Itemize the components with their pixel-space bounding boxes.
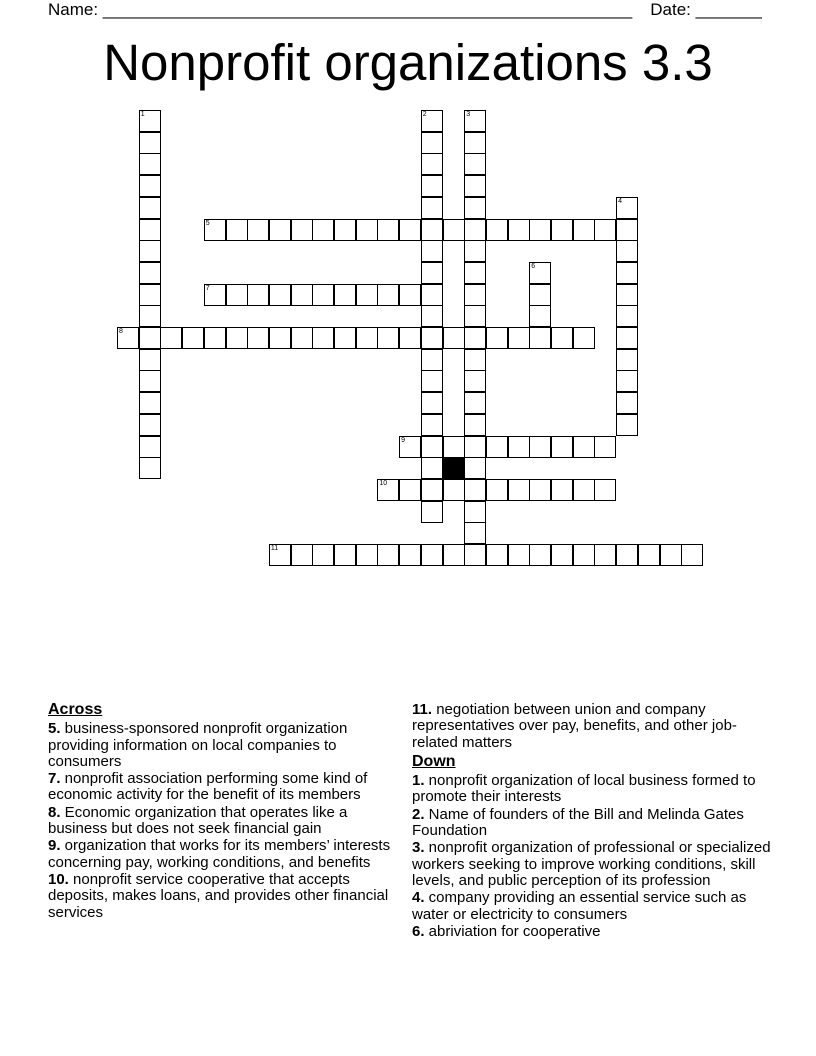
grid-cell[interactable] [573, 479, 595, 501]
grid-cell[interactable] [139, 349, 161, 371]
grid-cell[interactable] [312, 284, 334, 306]
clue-down-3: 3. nonprofit organization of professional or specialized workers seeking to improve working conditions, skill levels, and public perception of its profession [412, 839, 771, 889]
grid-cell[interactable] [204, 327, 226, 349]
grid-cell[interactable] [421, 436, 443, 458]
date-blank: _______ [695, 0, 762, 19]
grid-cell[interactable] [486, 544, 508, 566]
grid-cell[interactable] [464, 219, 486, 241]
grid-cell[interactable] [421, 110, 443, 132]
grid-cell[interactable] [226, 284, 248, 306]
grid-cell[interactable] [269, 284, 291, 306]
grid-cell[interactable] [660, 544, 682, 566]
grid-cell[interactable] [139, 110, 161, 132]
grid-cell[interactable] [421, 457, 443, 479]
cell-number: 11 [270, 545, 279, 552]
grid-cell[interactable] [399, 284, 421, 306]
grid-cell[interactable] [443, 479, 465, 501]
grid-cell[interactable] [529, 544, 551, 566]
cell-number: 5 [205, 219, 210, 227]
grid-cell[interactable] [616, 262, 638, 284]
grid-cell[interactable] [399, 544, 421, 566]
grid-cell[interactable] [529, 436, 551, 458]
clue-across-11: 11. negotiation between union and company representatives over pay, benefits, and other job-related matters [412, 701, 737, 751]
grid-cell[interactable] [616, 284, 638, 306]
grid-cell[interactable] [139, 197, 161, 219]
cell-number: 10 [379, 479, 388, 487]
grid-cell[interactable] [529, 305, 551, 327]
grid-cell-black [443, 457, 465, 479]
grid-cell[interactable] [269, 327, 291, 349]
grid-cell[interactable] [356, 544, 378, 566]
grid-cell[interactable] [421, 284, 443, 306]
grid-cell[interactable] [139, 284, 161, 306]
grid-cell[interactable] [421, 370, 443, 392]
grid-cell[interactable] [421, 175, 443, 197]
grid-cell[interactable] [529, 327, 551, 349]
clues-left-column [48, 702, 408, 922]
grid-cell[interactable] [464, 436, 486, 458]
clue-down-2: 2. Name of founders of the Bill and Melinda Gates Foundation [412, 805, 744, 840]
grid-cell[interactable] [464, 175, 486, 197]
grid-cell[interactable] [421, 132, 443, 154]
grid-cell[interactable] [464, 197, 486, 219]
grid-cell[interactable] [464, 501, 486, 523]
grid-cell[interactable] [399, 436, 421, 458]
grid-cell[interactable] [377, 284, 399, 306]
grid-cell[interactable] [247, 284, 269, 306]
grid-cell[interactable] [443, 544, 465, 566]
grid-cell[interactable] [551, 436, 573, 458]
grid-cell[interactable] [421, 327, 443, 349]
grid-cell[interactable] [486, 327, 508, 349]
grid-cell[interactable] [334, 327, 356, 349]
grid-cell[interactable] [312, 327, 334, 349]
grid-cell[interactable] [139, 219, 161, 241]
grid-cell[interactable] [312, 219, 334, 241]
grid-cell[interactable] [638, 544, 660, 566]
grid-cell[interactable] [464, 414, 486, 436]
grid-cell[interactable] [377, 219, 399, 241]
clue-across-7: 7. nonprofit association performing some kind of economic activity for the benefit of its members [48, 770, 368, 804]
grid-cell[interactable] [421, 392, 443, 414]
grid-cell[interactable] [421, 153, 443, 175]
grid-cell[interactable] [464, 240, 486, 262]
grid-cell[interactable] [486, 436, 508, 458]
cell-number: 1 [140, 111, 145, 118]
grid-cell[interactable] [204, 284, 226, 306]
grid-cell[interactable] [421, 219, 443, 241]
cell-number: 9 [401, 436, 405, 444]
grid-cell[interactable] [247, 327, 269, 349]
grid-cell[interactable] [616, 349, 638, 371]
grid-cell[interactable] [443, 219, 465, 241]
grid-cell[interactable] [551, 327, 573, 349]
grid-cell[interactable] [421, 240, 443, 262]
cell-number: 4 [618, 197, 622, 205]
grid-cell[interactable] [464, 349, 486, 371]
grid-cell[interactable] [464, 132, 486, 154]
clue-across-8: 8. Economic organization that operates like a business but does not seek financial gain [48, 803, 348, 838]
grid-cell[interactable] [421, 414, 443, 436]
grid-cell[interactable] [508, 544, 530, 566]
grid-cell[interactable] [421, 349, 443, 371]
grid-cell[interactable] [551, 479, 573, 501]
clue-across-5: 5. business-sponsored nonprofit organization providing information on local companies to consumers [48, 720, 348, 770]
grid-cell[interactable] [464, 305, 486, 327]
grid-cell[interactable] [464, 327, 486, 349]
grid-cell[interactable] [421, 544, 443, 566]
grid-cell[interactable] [291, 284, 313, 306]
grid-cell[interactable] [421, 197, 443, 219]
clue-down-4: 4. company providing an essential service such as water or electricity to consumers [412, 889, 747, 923]
grid-cell[interactable] [139, 240, 161, 262]
grid-cell[interactable] [464, 392, 486, 414]
grid-cell[interactable] [269, 544, 291, 566]
grid-cell[interactable] [377, 327, 399, 349]
grid-cell[interactable] [443, 327, 465, 349]
grid-cell[interactable] [529, 284, 551, 306]
grid-cell[interactable] [508, 479, 530, 501]
grid-cell[interactable] [594, 544, 616, 566]
grid-cell[interactable] [573, 544, 595, 566]
grid-cell[interactable] [551, 544, 573, 566]
grid-cell[interactable] [291, 544, 313, 566]
grid-cell[interactable] [464, 153, 486, 175]
grid-cell[interactable] [616, 544, 638, 566]
grid-cell[interactable] [486, 479, 508, 501]
grid-cell[interactable] [139, 327, 161, 349]
grid-cell[interactable] [616, 327, 638, 349]
grid-cell[interactable] [377, 544, 399, 566]
grid-cell[interactable] [421, 305, 443, 327]
grid-cell[interactable] [139, 305, 161, 327]
grid-cell[interactable] [616, 197, 638, 219]
grid-cell[interactable] [399, 219, 421, 241]
grid-cell[interactable] [508, 436, 530, 458]
grid-cell[interactable] [594, 436, 616, 458]
grid-cell[interactable] [464, 284, 486, 306]
grid-cell[interactable] [551, 219, 573, 241]
grid-cell[interactable] [139, 457, 161, 479]
grid-cell[interactable] [464, 522, 486, 544]
grid-cell[interactable] [681, 544, 703, 566]
grid-cell[interactable] [182, 327, 204, 349]
cell-number: 8 [119, 328, 123, 335]
grid-cell[interactable] [139, 262, 161, 284]
grid-cell[interactable] [399, 479, 421, 501]
grid-cell[interactable] [226, 219, 248, 241]
grid-cell[interactable] [356, 219, 378, 241]
grid-cell[interactable] [464, 370, 486, 392]
grid-cell[interactable] [139, 370, 161, 392]
clues-right-column [412, 702, 772, 941]
grid-cell[interactable] [616, 305, 638, 327]
grid-cell[interactable] [594, 219, 616, 241]
page-title: Nonprofit organizations 3.3 [103, 34, 713, 91]
clue-down-1: 1. nonprofit organization of local business formed to promote their interests [412, 772, 756, 806]
grid-cell[interactable] [464, 544, 486, 566]
grid-cell[interactable] [508, 327, 530, 349]
cell-number: 2 [422, 111, 427, 118]
grid-cell[interactable] [291, 219, 313, 241]
grid-cell[interactable] [529, 479, 551, 501]
grid-cell[interactable] [117, 327, 139, 349]
grid-cell[interactable] [269, 219, 291, 241]
grid-cell[interactable] [573, 327, 595, 349]
name-label: Name: [48, 0, 103, 19]
cell-number: 7 [205, 284, 210, 292]
grid-cell[interactable] [139, 392, 161, 414]
grid-cell[interactable] [464, 479, 486, 501]
clue-across-10: 10. nonprofit service cooperative that accepts deposits, makes loans, and provides other financial services [48, 870, 389, 921]
grid-cell[interactable] [139, 414, 161, 436]
grid-cell[interactable] [356, 327, 378, 349]
name-blank: ________________________________________________________ [102, 0, 633, 19]
grid-cell[interactable] [421, 479, 443, 501]
grid-cell[interactable] [334, 284, 356, 306]
across-heading: Across [48, 701, 103, 718]
grid-cell[interactable] [594, 479, 616, 501]
cell-number: 6 [531, 262, 536, 270]
grid-cell[interactable] [139, 132, 161, 154]
grid-cell[interactable] [573, 219, 595, 241]
grid-cell[interactable] [616, 240, 638, 262]
grid-cell[interactable] [464, 262, 486, 284]
grid-cell[interactable] [508, 219, 530, 241]
grid-cell[interactable] [421, 262, 443, 284]
grid-cell[interactable] [464, 110, 486, 132]
grid-cell[interactable] [616, 370, 638, 392]
grid-cell[interactable] [616, 414, 638, 436]
clue-down-6: 6. abriviation for cooperative [412, 922, 601, 940]
grid-cell[interactable] [226, 327, 248, 349]
grid-cell[interactable] [139, 175, 161, 197]
grid-cell[interactable] [377, 479, 399, 501]
grid-cell[interactable] [334, 219, 356, 241]
grid-cell[interactable] [247, 219, 269, 241]
grid-cell[interactable] [616, 219, 638, 241]
grid-cell[interactable] [139, 436, 161, 458]
grid-cell[interactable] [160, 327, 182, 349]
grid-cell[interactable] [421, 501, 443, 523]
grid-cell[interactable] [356, 284, 378, 306]
grid-cell[interactable] [334, 544, 356, 566]
grid-cell[interactable] [464, 457, 486, 479]
cell-number: 3 [466, 111, 471, 118]
grid-cell[interactable] [399, 327, 421, 349]
grid-cell[interactable] [204, 219, 226, 241]
grid-cell[interactable] [312, 544, 334, 566]
grid-cell[interactable] [529, 262, 551, 284]
grid-cell[interactable] [573, 436, 595, 458]
down-heading: Down [412, 752, 456, 770]
grid-cell[interactable] [529, 219, 551, 241]
grid-cell[interactable] [291, 327, 313, 349]
grid-cell[interactable] [486, 219, 508, 241]
clue-across-9: 9. organization that works for its members’ interests concerning pay, working conditions, and benefits [48, 837, 391, 871]
grid-cell[interactable] [616, 392, 638, 414]
grid-cell[interactable] [139, 153, 161, 175]
grid-cell[interactable] [443, 436, 465, 458]
date-label: Date: [650, 0, 696, 19]
